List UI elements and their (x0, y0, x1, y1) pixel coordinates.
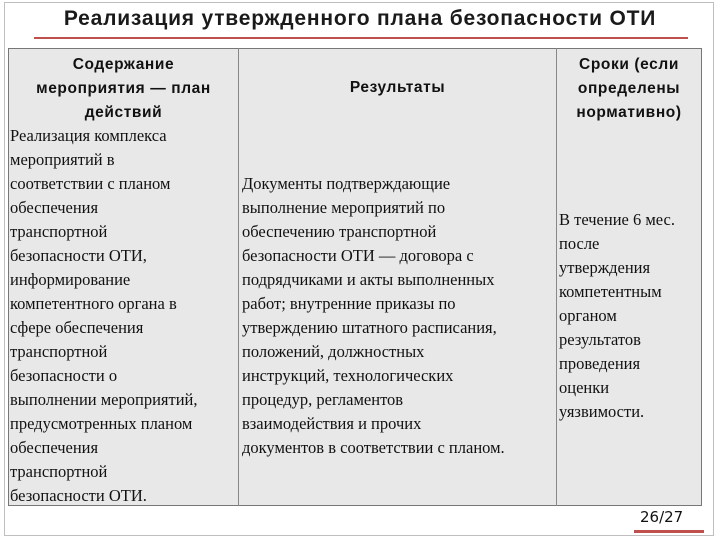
page-number: 26/27 (640, 508, 684, 526)
cell-content: Реализация комплекса мероприятий в соответствии с планом обеспечения транспортной безопасности ОТИ, информирование компетентного органа в сфере обеспечения транспортной безопасности о выполнении мероприятий, предусмотренных планом обеспечения транспортной безопасности ОТИ. (10, 126, 198, 505)
header-terms: Сроки (если определены нормативно) (576, 56, 682, 121)
header-content: Содержание мероприятия — план действий (36, 56, 211, 121)
column-divider (238, 48, 239, 506)
title-underline (34, 37, 688, 39)
header-results: Результаты (349, 79, 446, 96)
cell-results: Документы подтверждающие выполнение мероприятий по обеспечению транспортной безопасности ОТИ — договора с подрядчиками и акты выполненных работ; внутренние приказы по утверждению штатного расписания, положений, должностных инструкций, технологических процедур, регламентов взаимодействия и прочих документов в соответствии с планом. (242, 174, 505, 457)
cell-terms: В течение 6 мес. после утверждения компетентным органом результатов проведения оценки уязвимости. (559, 210, 675, 421)
page-number-underline (634, 530, 704, 533)
slide-title: Реализация утвержденного плана безопасности ОТИ (63, 7, 657, 30)
